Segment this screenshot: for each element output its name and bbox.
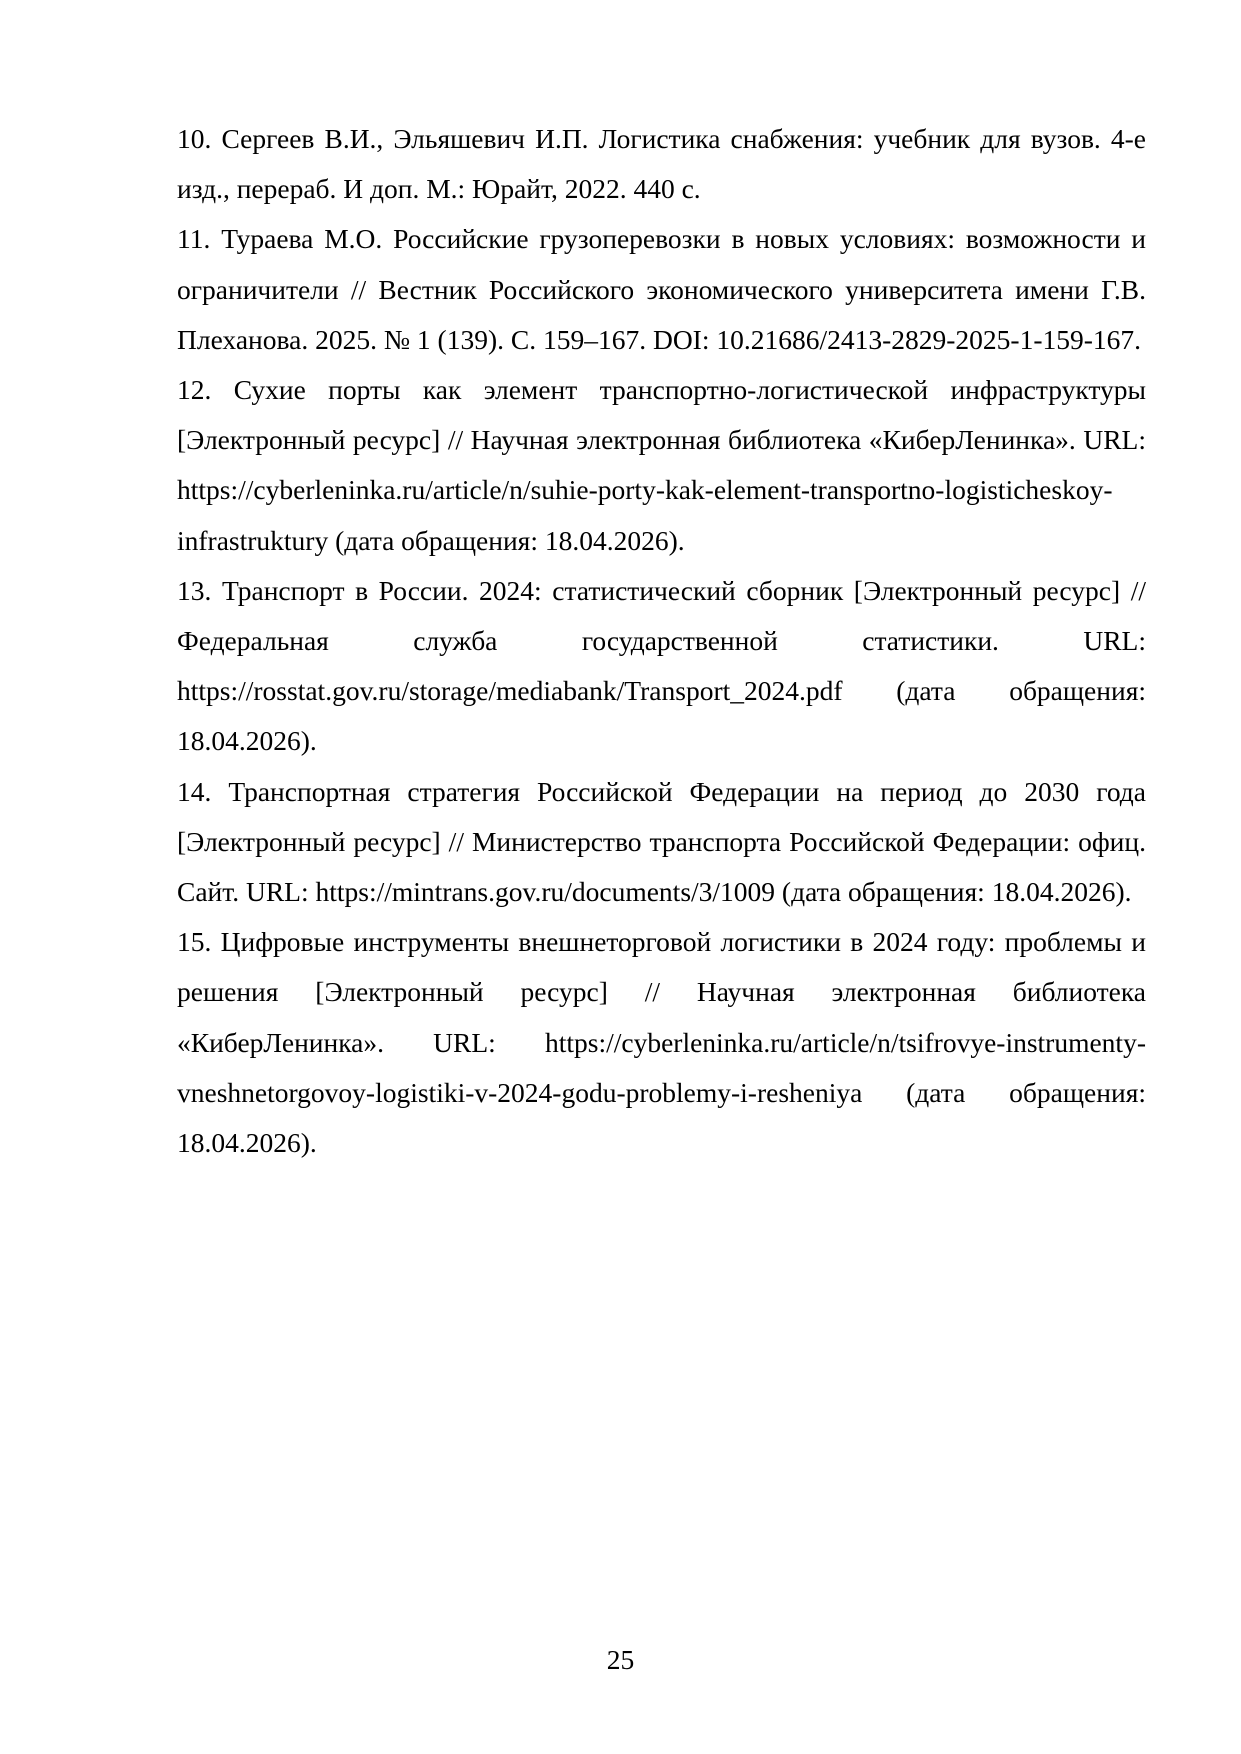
reference-item-10: 10. Сергеев В.И., Эльяшевич И.П. Логистика снабжения: учебник для вузов. 4-е изд., перераб. И доп. М.: Юрайт, 2022. 440 с. — [177, 123, 1146, 205]
reference-item-11: 11. Тураева М.О. Российские грузоперевозки в новых условиях: возможности и ограничители // Вестник Российского экономического университета имени Г.В. Плеханова. 2025. № 1 (139). С. 159–167. DOI: 10.21686/2413-2829-2025-1-159-167. — [177, 223, 1146, 355]
reference-item-14: 14. Транспортная стратегия Российской Федерации на период до 2030 года [Электронный ресурс] // Министерство транспорта Российской Федерации: офиц. Сайт. URL: https://mintrans.gov.ru/documents/3/1009 (дата обращения: 18.04.2026). — [177, 775, 1146, 908]
reference-list — [177, 114, 1146, 1168]
page-number: 25 — [606, 1644, 635, 1675]
reference-item-15: 15. Цифровые инструменты внешнеторговой логистики в 2024 году: проблемы и решения [Электронный ресурс] // Научная электронная библиотека «КиберЛенинка». URL: https://cyberleninka.ru/article/n/tsifrovye-instrumenty-vneshnetorgovoy-logistiki-v-2024-godu-problemy-i-resheniya (дата обращения: 18.04.2026). — [177, 926, 1146, 1159]
reference-item-13: 13. Транспорт в России. 2024: статистический сборник [Электронный ресурс] // Федеральная служба государственной статистики. URL: https://rosstat.gov.ru/storage/mediabank/Transport_2024.pdf (дата обращения: 18.04.2026). — [177, 574, 1146, 757]
reference-item-12: 12. Сухие порты как элемент транспортно-логистической инфраструктуры [Электронный ресурс] // Научная электронная библиотека «КиберЛенинка». URL: https://cyberleninka.ru/article/n/suhie-porty-kak-element-transportno-logisticheskoy-infrastruktury (дата обращения: 18.04.2026). — [177, 374, 1146, 556]
